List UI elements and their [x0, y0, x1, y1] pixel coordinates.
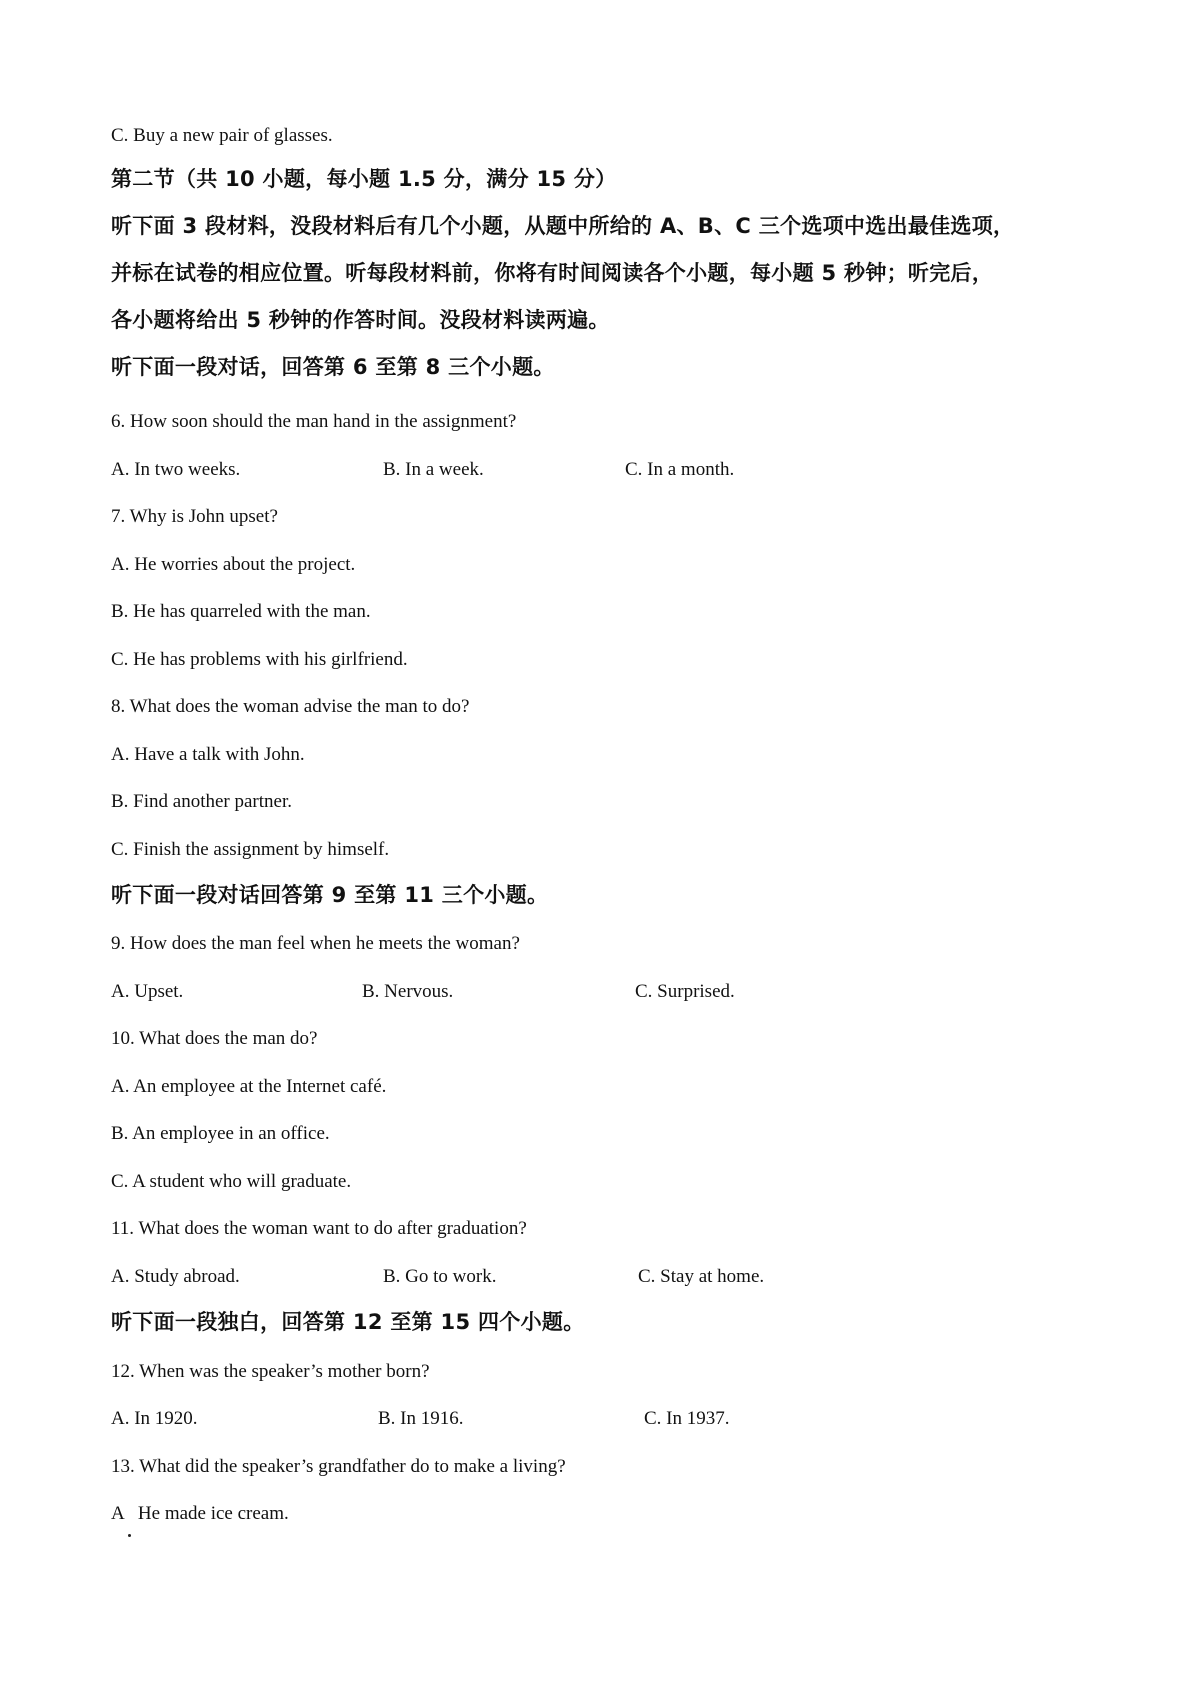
- question-5-option-c: C. Buy a new pair of glasses.: [111, 125, 333, 146]
- question-10-option-c: C. A student who will graduate.: [111, 1171, 352, 1192]
- question-10-option-a: A. An employee at the Internet café.: [111, 1076, 387, 1097]
- question-12-option-b: B. In 1916.: [378, 1408, 464, 1429]
- question-6: 6. How soon should the man hand in the assignment?: [111, 411, 517, 432]
- instructions-line-2: 并标在试卷的相应位置。听每段材料前，你将有时间阅读各个小题，每小题 5 秒钟；听完后，: [111, 261, 994, 285]
- question-8-option-b: B. Find another partner.: [111, 791, 292, 812]
- instructions-line-3: 各小题将给出 5 秒钟的作答时间。没段材料读两遍。: [111, 308, 610, 332]
- question-8: 8. What does the woman advise the man to do?: [111, 696, 470, 717]
- question-12-option-c: C. In 1937.: [644, 1408, 730, 1429]
- question-13-option-a: A He made ice cream.: [111, 1503, 289, 1524]
- section-2-header: 第二节（共 10 小题，每小题 1.5 分，满分 15 分）: [111, 167, 617, 191]
- question-10-option-b: B. An employee in an office.: [111, 1123, 330, 1144]
- question-6-option-b: B. In a week.: [383, 459, 484, 480]
- question-13: 13. What did the speaker’s grandfather do to make a living?: [111, 1456, 566, 1477]
- question-8-option-a: A. Have a talk with John.: [111, 744, 305, 765]
- question-7-option-b: B. He has quarreled with the man.: [111, 601, 371, 622]
- instructions-line-1: 听下面 3 段材料，没段材料后有几个小题，从题中所给的 A、B、C 三个选项中选出最佳选项，: [111, 214, 1015, 238]
- question-9-option-b: B. Nervous.: [362, 981, 454, 1002]
- question-8-option-c: C. Finish the assignment by himself.: [111, 839, 390, 860]
- question-12: 12. When was the speaker’s mother born?: [111, 1361, 430, 1382]
- question-11-option-c: C. Stay at home.: [638, 1266, 765, 1287]
- question-6-option-c: C. In a month.: [625, 459, 735, 480]
- question-11: 11. What does the woman want to do after graduation?: [111, 1218, 527, 1239]
- question-7-option-a: A. He worries about the project.: [111, 554, 356, 575]
- dialog-1-header: 听下面一段对话，回答第 6 至第 8 三个小题。: [111, 355, 555, 379]
- question-11-option-a: A. Study abroad.: [111, 1266, 240, 1287]
- question-11-option-b: B. Go to work.: [383, 1266, 497, 1287]
- question-10: 10. What does the man do?: [111, 1028, 318, 1049]
- monologue-header: 听下面一段独白，回答第 12 至第 15 四个小题。: [111, 1310, 585, 1334]
- question-9-option-c: C. Surprised.: [635, 981, 735, 1002]
- dialog-2-header: 听下面一段对话回答第 9 至第 11 三个小题。: [111, 883, 549, 907]
- question-6-option-a: A. In two weeks.: [111, 459, 241, 480]
- question-9-option-a: A. Upset.: [111, 981, 184, 1002]
- question-9: 9. How does the man feel when he meets the woman?: [111, 933, 520, 954]
- question-12-option-a: A. In 1920.: [111, 1408, 198, 1429]
- stray-period-mark: [128, 1534, 131, 1537]
- question-7: 7. Why is John upset?: [111, 506, 278, 527]
- question-7-option-c: C. He has problems with his girlfriend.: [111, 649, 408, 670]
